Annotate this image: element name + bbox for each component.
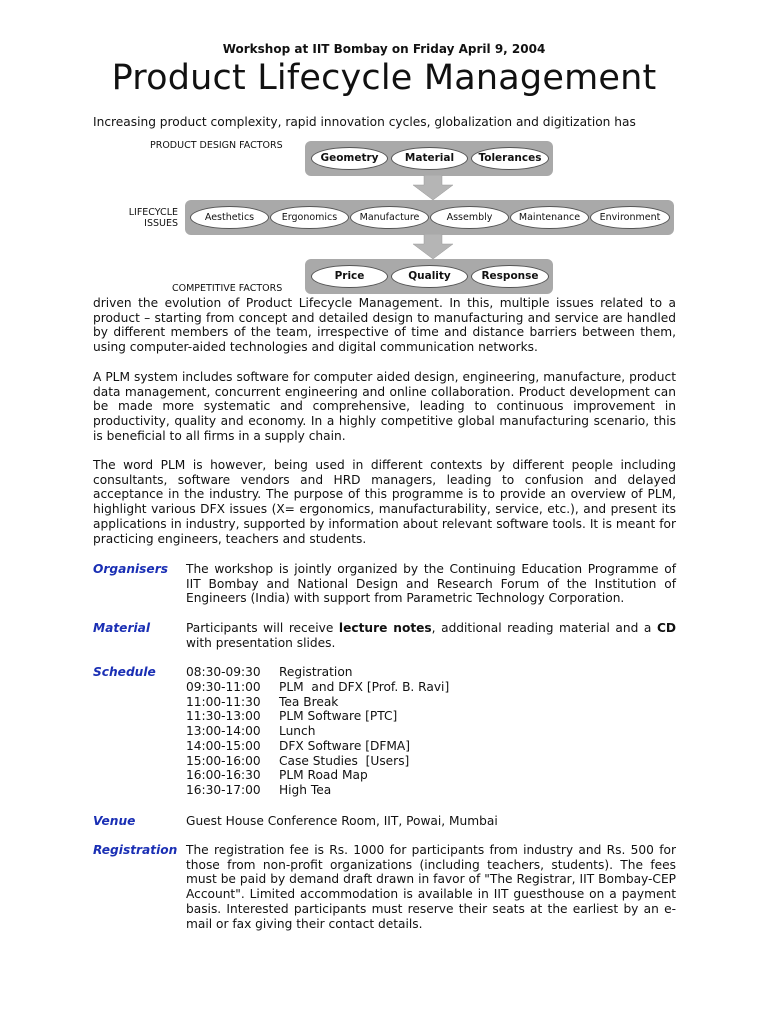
schedule-row: [186, 768, 676, 783]
competitive-factors-label: COMPETITIVE FACTORS: [172, 283, 283, 294]
schedule-item: PLM Software [PTC]: [279, 709, 398, 724]
competitive-factor-pill: Price: [311, 265, 388, 288]
schedule-time: 15:00-16:00: [186, 753, 261, 768]
material-lecture-notes: lecture notes: [338, 621, 432, 635]
schedule-row: [186, 680, 676, 695]
schedule-time: 14:00-15:00: [186, 738, 261, 753]
schedule-item: PLM and DFX [Prof. B. Ravi]: [279, 679, 450, 694]
organisers-label: Organisers: [93, 562, 168, 576]
design-factor-pill: Material: [391, 147, 468, 170]
organisers-text: The workshop is jointly organized by the Continuing Education Programme of IIT Bombay and National Design and Research Forum of the Institution of Engineers (India) with support from Parametric Technology Corporation.: [186, 562, 676, 606]
competitive-factor-pill: Response: [471, 265, 549, 288]
lifecycle-issue-pill: Maintenance: [510, 206, 589, 229]
schedule-time: 08:30-09:30: [186, 665, 261, 679]
schedule-time: 16:00-16:30: [186, 768, 261, 783]
schedule-item: Registration: [279, 665, 353, 679]
schedule-time: 11:00-11:30: [186, 694, 261, 709]
competitive-factor-pill: Quality: [391, 265, 468, 288]
schedule-time: 11:30-13:00: [186, 709, 261, 724]
schedule-row: [186, 739, 676, 754]
material-post: with presentation slides.: [186, 635, 336, 650]
schedule-row: [186, 695, 676, 710]
schedule-row: [186, 724, 676, 739]
lifecycle-issue-pill: Aesthetics: [190, 206, 269, 229]
material-text: [186, 621, 676, 650]
schedule-item: PLM Road Map: [279, 768, 368, 783]
material-pre: Participants will receive: [186, 621, 339, 635]
lifecycle-issue-pill: Environment: [590, 206, 670, 229]
lifecycle-label: [123, 207, 178, 229]
venue-text: Guest House Conference Room, IIT, Powai, Mumbai: [186, 814, 498, 828]
lifecycle-issue-pill: Assembly: [430, 206, 509, 229]
plm-factors-diagram: [115, 137, 680, 297]
schedule-item: Tea Break: [279, 694, 339, 709]
schedule-row: [186, 783, 676, 798]
schedule-time: 16:30-17:00: [186, 783, 261, 797]
down-arrow-icon: [412, 234, 454, 260]
schedule-row: [186, 709, 676, 724]
material-cd: CD: [656, 621, 676, 635]
lifecycle-issue-pill: Ergonomics: [270, 206, 349, 229]
word-plm-paragraph: The word PLM is however, being used in different contexts by different people including consultants, software vendors and HRD managers, leading to confusion and delayed acceptance in the industry. The purpose of this programme is to provide an overview of PLM, highlight various DFX issues (X= ergonomics, manufacturability, service, etc.), and present its applications in industry, supported by information about relevant software tools. It is meant for practicing engineers, teachers and students.: [93, 458, 676, 546]
schedule-table: [186, 665, 676, 798]
intro-continuation: driven the evolution of Product Lifecycle Management. In this, multiple issues related to a product – starting from concept and detailed design to manufacturing and service are handled by different members of the team, irrespective of time and distance barriers between them, using computer-aided technologies and digital communication networks.: [93, 296, 676, 355]
schedule-item: Lunch: [279, 724, 316, 738]
lifecycle-label-line2: ISSUES: [144, 218, 178, 229]
schedule-time: 09:30-11:00: [186, 679, 261, 694]
plm-system-paragraph: A PLM system includes software for computer aided design, engineering, manufacture, product data management, concurrent engineering and online collaboration. Product development can be made more systematic and comprehensive, leading to continuous improvement in productivity, quality and economy. In a highly competitive global manufacturing scenario, this is beneficial to all firms in a supply chain.: [93, 370, 676, 443]
page-title: Product Lifecycle Management: [111, 58, 657, 98]
material-label: Material: [93, 621, 151, 635]
material-mid: , additional reading material and a: [431, 621, 657, 635]
design-factor-pill: Tolerances: [471, 147, 549, 170]
schedule-row: [186, 665, 676, 680]
design-factor-pill: Geometry: [311, 147, 388, 170]
down-arrow-icon: [412, 175, 454, 201]
lifecycle-issue-pill: Manufacture: [350, 206, 429, 229]
lifecycle-label-line1: LIFECYCLE: [128, 207, 178, 218]
schedule-time: 13:00-14:00: [186, 724, 261, 738]
design-factors-label: PRODUCT DESIGN FACTORS: [150, 140, 283, 151]
registration-label: Registration: [93, 843, 178, 857]
schedule-label: Schedule: [93, 665, 156, 679]
schedule-item: DFX Software [DFMA]: [279, 738, 410, 753]
workshop-subtitle: Workshop at IIT Bombay on Friday April 9, 2004: [222, 42, 546, 56]
intro-lead: Increasing product complexity, rapid innovation cycles, globalization and digitization has: [93, 115, 636, 129]
schedule-item: Case Studies [Users]: [279, 753, 410, 768]
registration-text: The registration fee is Rs. 1000 for participants from industry and Rs. 500 for those from non-profit organizations (including teachers, students). The fees must be paid by demand draft drawn in favor of "The Registrar, IIT Bombay-CEP Account". Limited accommodation is available in IIT guesthouse on a payment basis. Interested participants must reserve their seats at the earliest by an e-mail or fax giving their contact details.: [186, 843, 676, 931]
schedule-item: High Tea: [279, 783, 332, 797]
schedule-row: [186, 754, 676, 769]
venue-label: Venue: [93, 814, 136, 828]
